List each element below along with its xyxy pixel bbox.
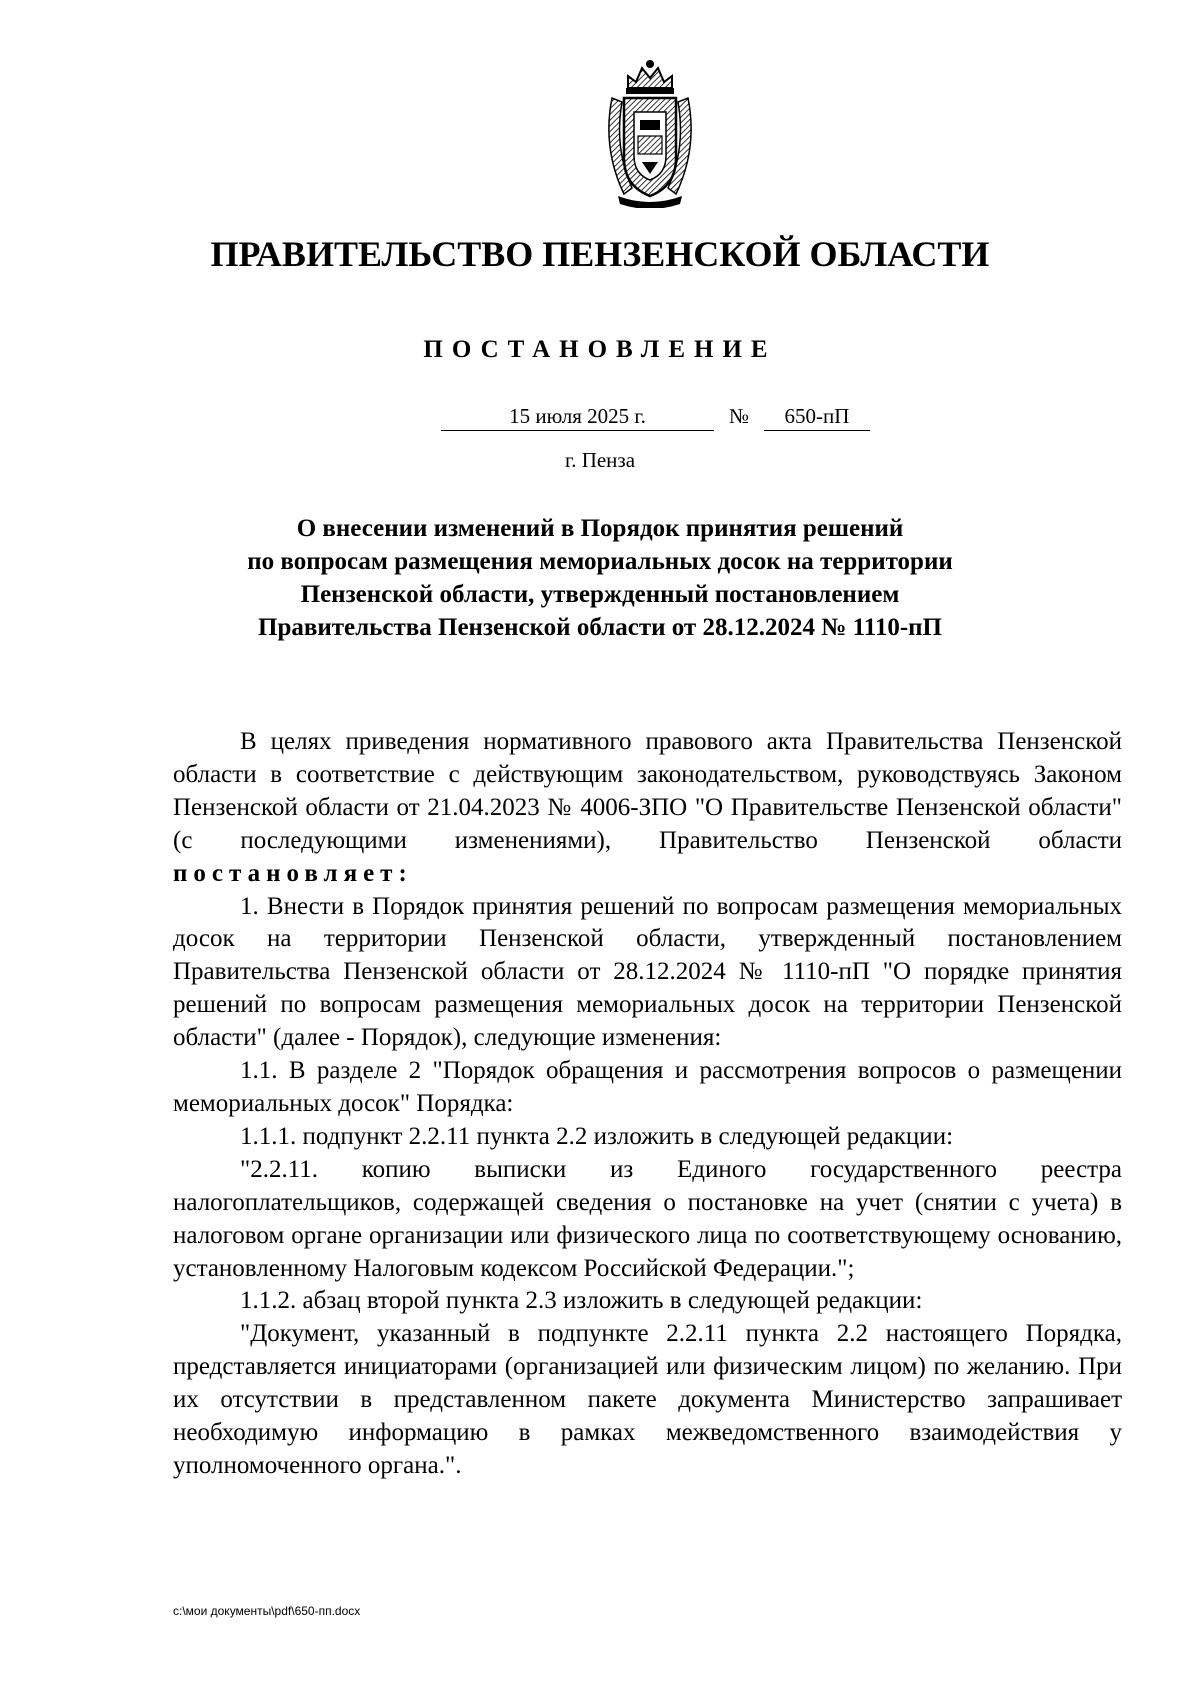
body-paragraph: 1.1.2. абзац второй пункта 2.3 изложить в следующей редакции: (240, 1287, 923, 1315)
city: г. Пенза (564, 448, 636, 472)
title-line: по вопросам размещения мемориальных досок на территории (247, 548, 953, 575)
file-path-footer: c:\мои документы\pdf\650-пп.docx (173, 1604, 361, 1618)
body-paragraph: "Документ, указанный в подпункте 2.2.11 пункта 2.2 настоящего Порядка, представляется инициаторами (организацией или физическим лицом) по желанию. При их отсутствии в представленном пакете документа Министерство запрашивает необходимую информацию в рамках межведомственного взаимодействия у уполномоченного органа.". (173, 1320, 1122, 1479)
document-number: 650-пП (764, 402, 870, 431)
title-line: О внесении изменений в Порядок принятия решений (296, 515, 904, 542)
document-body (173, 726, 1122, 1483)
title-line: Правительства Пензенской области от 28.12.2024 № 1110-пП (258, 614, 942, 641)
body-paragraph: "2.2.11. копию выписки из Единого государственного реестра налогоплательщиков, содержащей сведения о постановке на учет (снятии с учета) в налоговом органе организации или физического лица по соответствующему основанию, установленному Налоговым кодексом Российской Федерации."; (173, 1155, 1122, 1282)
body-paragraph: 1.1.1. подпункт 2.2.11 пункта 2.2 изложить в следующей редакции: (240, 1122, 954, 1150)
body-paragraph: 1. Внести в Порядок принятия решений по вопросам размещения мемориальных досок на территории Пензенской области, утвержденный постановлением Правительства Пензенской области от 28.12.2024 № 1110-пП "О порядке принятия решений по вопросам размещения мемориальных досок на территории Пензенской области" (далее - Порядок), следующие изменения: (173, 892, 1122, 1052)
document-type-heading: ПОСТАНОВЛЕНИЕ (423, 336, 777, 363)
coat-of-arms-icon (598, 58, 702, 208)
preamble-paragraph (173, 726, 1122, 891)
number-sign: № (729, 404, 750, 428)
organization-heading: ПРАВИТЕЛЬСТВО ПЕНЗЕНСКОЙ ОБЛАСТИ (210, 234, 990, 274)
title-line: Пензенской области, утвержденный постановлением (300, 581, 900, 608)
body-paragraph: 1.1. В разделе 2 "Порядок обращения и рассмотрения вопросов о размещении мемориальных досок" Порядка: (173, 1057, 1122, 1117)
document-date: 15 июля 2025 г. (441, 402, 714, 431)
document-title (210, 512, 990, 644)
resolves-word: постановляет: (173, 859, 413, 887)
preamble-text: В целях приведения нормативного правового акта Правительства Пензенской области в соответствие с действующим законодательством, руководствуясь Законом Пензенской области от 21.04.2023 № 4006-ЗПО "О Правительстве Пензенской области" (с последующими изменениями), Правительство Пензенской области (173, 728, 1122, 854)
